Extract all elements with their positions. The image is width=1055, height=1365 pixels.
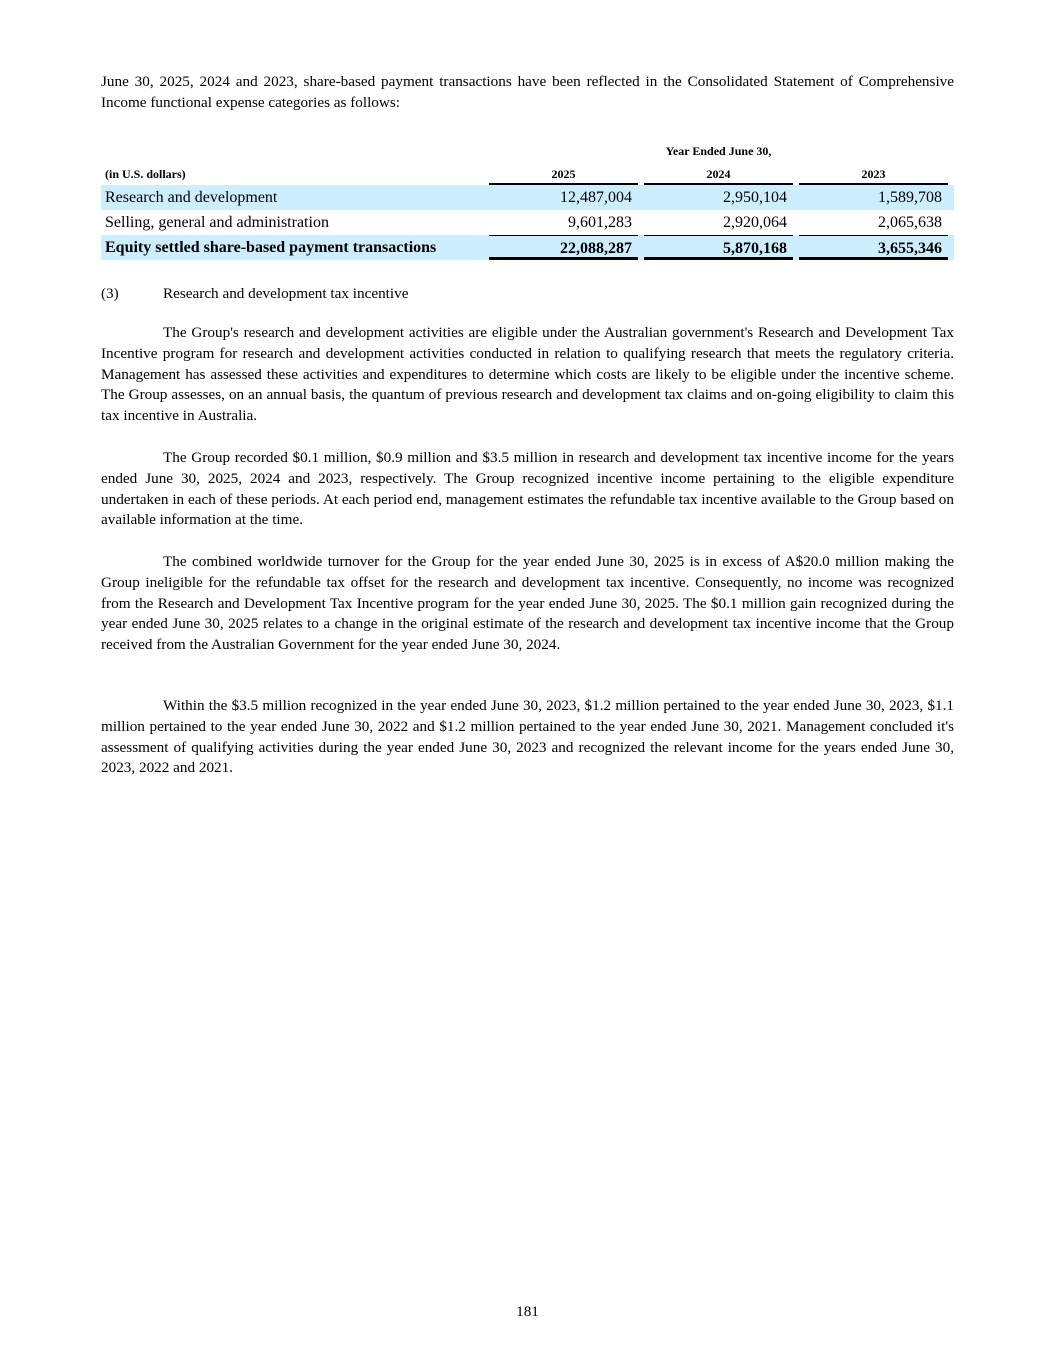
total-2025: 22,088,287	[489, 235, 638, 260]
table-row-selling-general-admin	[101, 210, 954, 235]
total-2024: 5,870,168	[644, 235, 793, 260]
section-title: Research and development tax incentive	[163, 285, 409, 302]
value-2024: 2,950,104	[723, 189, 787, 206]
total-2023: 3,655,346	[799, 235, 948, 260]
column-header-2024: 2024	[644, 163, 793, 185]
table-row-total	[101, 235, 954, 260]
column-header-2023: 2023	[799, 163, 948, 185]
share-based-payment-table	[101, 141, 954, 260]
table-group-header: Year Ended June 30,	[665, 144, 772, 158]
value-2025: 9,601,283	[568, 214, 632, 231]
row-label: Selling, general and administration	[105, 214, 329, 231]
value-2024: 2,920,064	[723, 214, 787, 231]
paragraph-turnover: The combined worldwide turnover for the Group for the year ended June 30, 2025 is in excess of A$20.0 million making the Group ineligible for the refundable tax offset for the research and development tax incentive. Consequently, no income was recognized from the Research and Development Tax Incentive program for the year ended June 30, 2025. The $0.1 million gain recognized during the year ended June 30, 2025 relates to a change in the original estimate of the research and development tax incentive income that the Group received from the Australian Government for the year ended June 30, 2024.	[101, 553, 954, 654]
row-label: Research and development	[105, 189, 278, 206]
paragraph-eligibility: The Group's research and development activities are eligible under the Australian government's Research and Development Tax Incentive program for research and development activities conducted in relation to qualifying research that meets the regulatory criteria. Management has assessed these activities and expenditures to determine which costs are likely to be eligible under the incentive scheme. The Group assesses, on an annual basis, the quantum of previous research and development tax claims and on-going eligibility to claim this tax incentive in Australia.	[101, 324, 954, 425]
table-header-row	[101, 163, 954, 185]
paragraph-recorded-income: The Group recorded $0.1 million, $0.9 million and $3.5 million in research and development tax incentive income for the years ended June 30, 2025, 2024 and 2023, respectively. The Group recognized incentive income pertaining to the eligible expenditure undertaken in each of these periods. At each period end, management estimates the refundable tax incentive available to the Group based on available information at the time.	[101, 449, 954, 529]
page-number: 181	[516, 1303, 539, 1320]
document-page	[101, 72, 954, 777]
table-row-research-and-development	[101, 185, 954, 210]
intro-paragraph: June 30, 2025, 2024 and 2023, share-based payment transactions have been reflected in the Consolidated Statement of Comprehensive Income functional expense categories as follows:	[101, 73, 954, 111]
value-2023: 1,589,708	[878, 189, 942, 206]
paragraph-prior-years: Within the $3.5 million recognized in the year ended June 30, 2023, $1.2 million pertained to the year ended June 30, 2023, $1.1 million pertained to the year ended June 30, 2022 and $1.2 million pertained to the year ended June 30, 2021. Management concluded it's assessment of qualifying activities during the year ended June 30, 2023 and recognized the relevant income for the years ended June 30, 2023, 2022 and 2021.	[101, 697, 954, 777]
row-label: Equity settled share-based payment transactions	[105, 239, 437, 256]
unit-label: (in U.S. dollars)	[105, 167, 186, 181]
section-heading	[101, 284, 408, 304]
value-2023: 2,065,638	[878, 214, 942, 231]
column-header-2025: 2025	[489, 163, 638, 185]
value-2025: 12,487,004	[560, 189, 632, 206]
section-number: (3)	[101, 285, 119, 302]
